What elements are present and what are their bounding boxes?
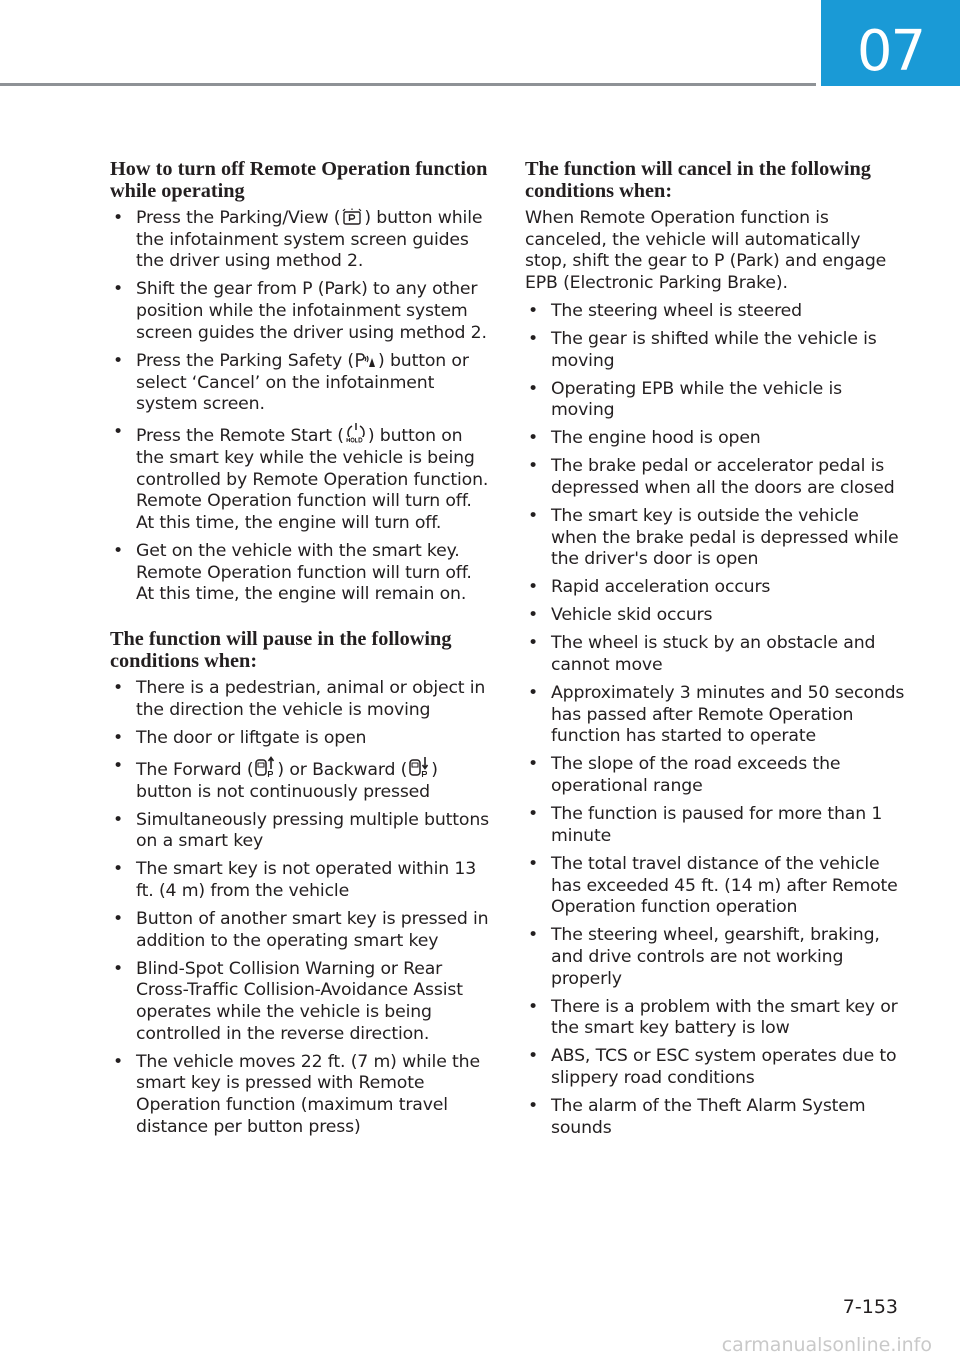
bullet: • [113, 422, 124, 443]
watermark: carmanualsonline.info [721, 1334, 932, 1356]
bullet: • [113, 908, 124, 929]
list-item: • ABS, TCS or ESC system operates due to slippery road conditions [528, 1046, 897, 1089]
bullet: • [113, 678, 124, 699]
parking-safety-icon [355, 351, 377, 369]
turn-off-list [110, 208, 492, 606]
list-item: • The total travel distance of the vehicle has exceeded 45 ft. (14 m) after Remote Operation function operation [528, 853, 898, 918]
bullet: • [528, 1096, 539, 1117]
list-item: • The alarm of the Theft Alarm System sounds [528, 1096, 866, 1138]
list-item: • The gear is shifted while the vehicle is moving [528, 328, 877, 371]
left-column [110, 158, 492, 1145]
bullet: • [528, 754, 539, 775]
remote-start-icon [345, 422, 367, 444]
cancel-list [525, 301, 905, 1140]
parking-view-icon [341, 208, 363, 226]
list-item: • Shift the gear from P (Park) to any other position while the infotainment system screen guides the driver using method 2. [113, 279, 487, 343]
backward-icon [408, 756, 430, 778]
forward-icon [254, 756, 276, 778]
bullet: • [113, 727, 124, 748]
bullet: • [528, 456, 539, 477]
cancel-intro: When Remote Operation function is canceled, the vehicle will automatically stop, shift the gear to P (Park) and engage EPB (Electronic Parking Brake). [525, 208, 887, 294]
list-item: • Simultaneously pressing multiple buttons on a smart key [113, 809, 489, 852]
list-item: • Vehicle skid occurs [528, 605, 713, 626]
bullet: • [528, 300, 539, 321]
bullet: • [528, 925, 539, 946]
list-item: • Press the Parking Safety ( ) button or select ‘Cancel’ on the infotainment system screen. [113, 350, 469, 415]
list-item: • Press the Parking/View ( ) button while the infotainment system screen guides the driver using method 2. [113, 208, 483, 272]
bullet: • [528, 328, 539, 349]
bullet: • [113, 208, 124, 228]
bullet: • [528, 853, 539, 874]
bullet: • [528, 577, 539, 598]
section-heading-pause: The function will pause in the following conditions when: [110, 628, 452, 673]
list-item: • Get on the vehicle with the smart key. Remote Operation function will turn off. At this time, the engine will remain on. [113, 541, 472, 605]
list-item: • The function is paused for more than 1 minute [528, 804, 883, 846]
list-item: • There is a problem with the smart key or the smart key battery is low [528, 996, 898, 1039]
bullet: • [528, 505, 539, 526]
section-heading-cancel: The function will cancel in the following conditions when: [525, 158, 871, 202]
bullet: • [113, 350, 124, 371]
bullet: • [528, 378, 539, 399]
list-item: • Press the Remote Start ( ) button on the smart key while the vehicle is being controlled by Remote Operation function. Remote Operation function will turn off. At this time, the engine will turn off. [113, 422, 489, 534]
bullet: • [113, 958, 124, 979]
chapter-tab: 07 [821, 0, 960, 86]
bullet: • [113, 279, 124, 300]
page-number: 7-153 [842, 1296, 898, 1318]
list-item: • The steering wheel, gearshift, braking, and drive controls are not working properly [528, 925, 880, 989]
bullet: • [528, 428, 539, 449]
list-item: • The Forward ( ) or Backward ( ) button is not continuously pressed [113, 755, 438, 802]
list-item: • Blind-Spot Collision Warning or Rear Cross-Traffic Collision-Avoidance Assist operates while the vehicle is being controlled in the reverse direction. [113, 958, 463, 1044]
bullet: • [528, 804, 539, 825]
bullet: • [113, 1051, 124, 1072]
header-rule [0, 83, 816, 86]
section-heading-turn-off: How to turn off Remote Operation function while operating [110, 158, 488, 202]
pause-list [110, 678, 492, 1138]
bullet: • [113, 809, 124, 830]
bullet: • [528, 1046, 539, 1067]
list-item: • The smart key is not operated within 13 ft. (4 m) from the vehicle [113, 859, 477, 901]
list-item: • The slope of the road exceeds the operational range [528, 754, 841, 797]
list-item: • There is a pedestrian, animal or object in the direction the vehicle is moving [113, 678, 486, 720]
list-item: • The engine hood is open [528, 428, 761, 449]
list-item: • The smart key is outside the vehicle when the brake pedal is depressed while the driver's door is open [528, 505, 899, 570]
bullet: • [113, 859, 124, 880]
bullet: • [113, 541, 124, 562]
right-column [525, 158, 905, 1146]
bullet: • [528, 633, 539, 654]
bullet: • [528, 683, 539, 704]
list-item: • Button of another smart key is pressed in addition to the operating smart key [113, 908, 489, 951]
list-item: • Operating EPB while the vehicle is moving [528, 378, 842, 421]
bullet: • [528, 996, 539, 1017]
bullet: • [528, 605, 539, 626]
bullet: • [113, 755, 124, 776]
list-item: • The vehicle moves 22 ft. (7 m) while the smart key is pressed with Remote Operation function (maximum travel distance per button press) [113, 1051, 480, 1137]
list-item: • The wheel is stuck by an obstacle and cannot move [528, 633, 876, 676]
list-item: • Rapid acceleration occurs [528, 577, 771, 598]
list-item: • The brake pedal or accelerator pedal is depressed when all the doors are closed [528, 456, 895, 498]
list-item: • Approximately 3 minutes and 50 seconds has passed after Remote Operation function has started to operate [528, 683, 905, 747]
list-item: • The steering wheel is steered [528, 300, 802, 321]
list-item: • The door or liftgate is open [113, 727, 367, 748]
